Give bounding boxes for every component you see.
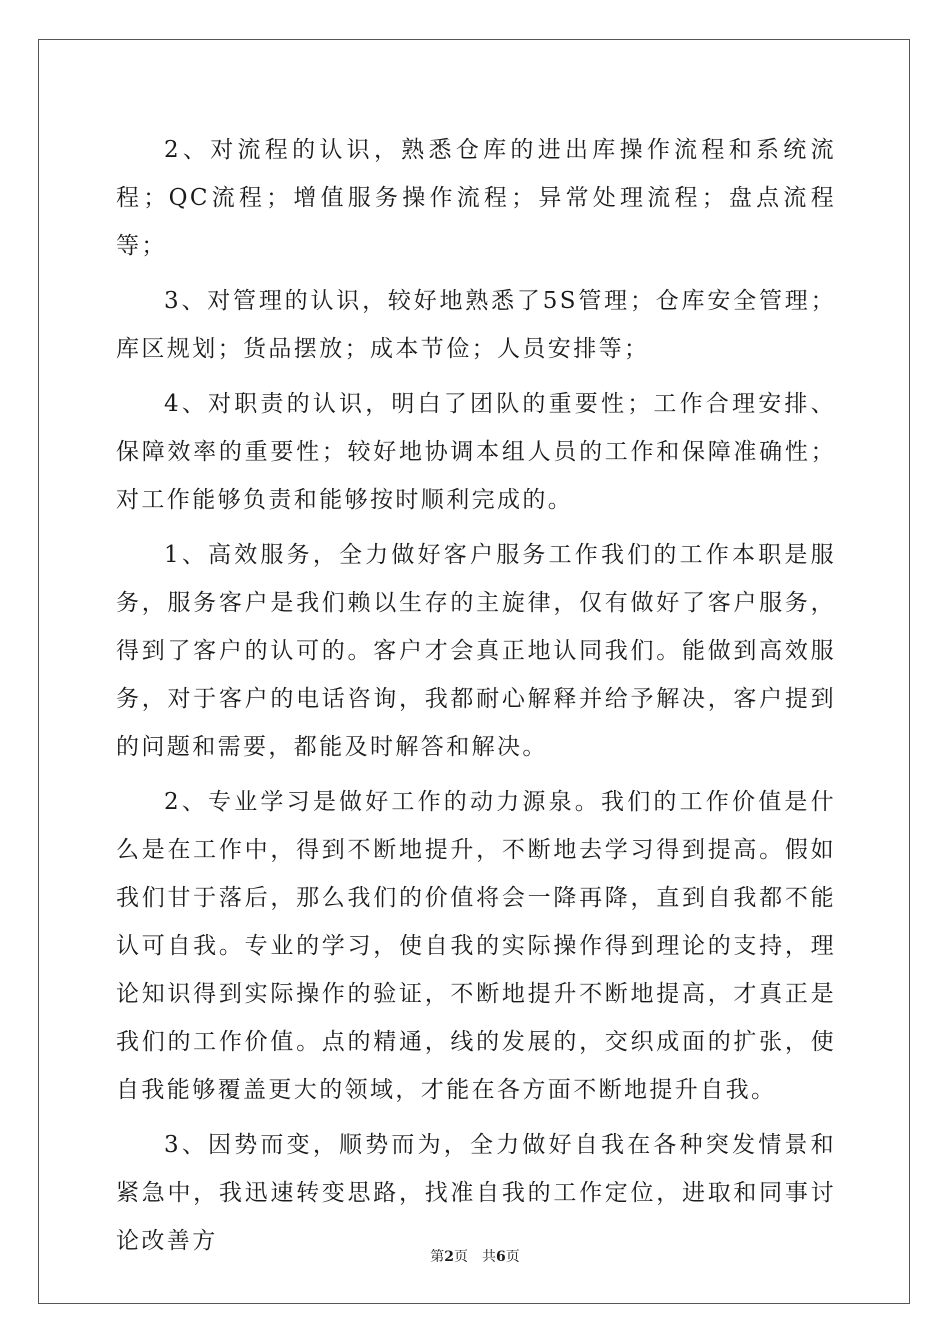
page-suffix: 页 (454, 1249, 468, 1265)
page-number: 2 (444, 1249, 454, 1265)
paragraph-responsibility: 4、对职责的认识，明白了团队的重要性；工作合理安排、保障效率的重要性；较好地协调本组人员的工作和保障准确性；对工作能够负责和能够按时顺利完成的。 (116, 391, 836, 513)
paragraph-professional-learning: 2、专业学习是做好工作的动力源泉。我们的工作价值是什么是在工作中，得到不断地提升，不断地去学习得到提高。假如我们甘于落后，那么我们的价值将会一降再降，直到自我都不能认可自我。专业的学习，使自我的实际操作得到理论的支持，理论知识得到实际操作的验证，不断地提升不断地提高，才真正是我们的工作价值。点的精通，线的发展的，交织成面的扩张，使自我能够覆盖更大的领域，才能在各方面不断地提升自我。 (116, 789, 836, 1103)
paragraph-adapt-to-situation: 3、因势而变，顺势而为，全力做好自我在各种突发情景和紧急中，我迅速转变思路，找准自我的工作定位，进取和同事讨论改善方 (116, 1132, 836, 1254)
page-footer (0, 1246, 950, 1266)
total-pages: 6 (496, 1249, 506, 1265)
paragraph-management: 3、对管理的认识，较好地熟悉了5S管理；仓库安全管理；库区规划；货品摆放；成本节俭；人员安排等； (116, 288, 836, 362)
total-suffix: 页 (505, 1249, 520, 1265)
paragraph-process: 2、对流程的认识，熟悉仓库的进出库操作流程和系统流程；QC流程；增值服务操作流程；异常处理流程；盘点流程等； (116, 137, 836, 259)
total-prefix: 共 (482, 1249, 496, 1265)
page-prefix: 第 (430, 1249, 445, 1265)
paragraph-efficient-service: 1、高效服务，全力做好客户服务工作我们的工作本职是服务，服务客户是我们赖以生存的主旋律，仅有做好了客户服务，得到了客户的认可的。客户才会真正地认同我们。能做到高效服务，对于客户的电话咨询，我都耐心解释并给予解决，客户提到的问题和需要，都能及时解答和解决。 (116, 542, 836, 760)
document-body (116, 126, 836, 1265)
